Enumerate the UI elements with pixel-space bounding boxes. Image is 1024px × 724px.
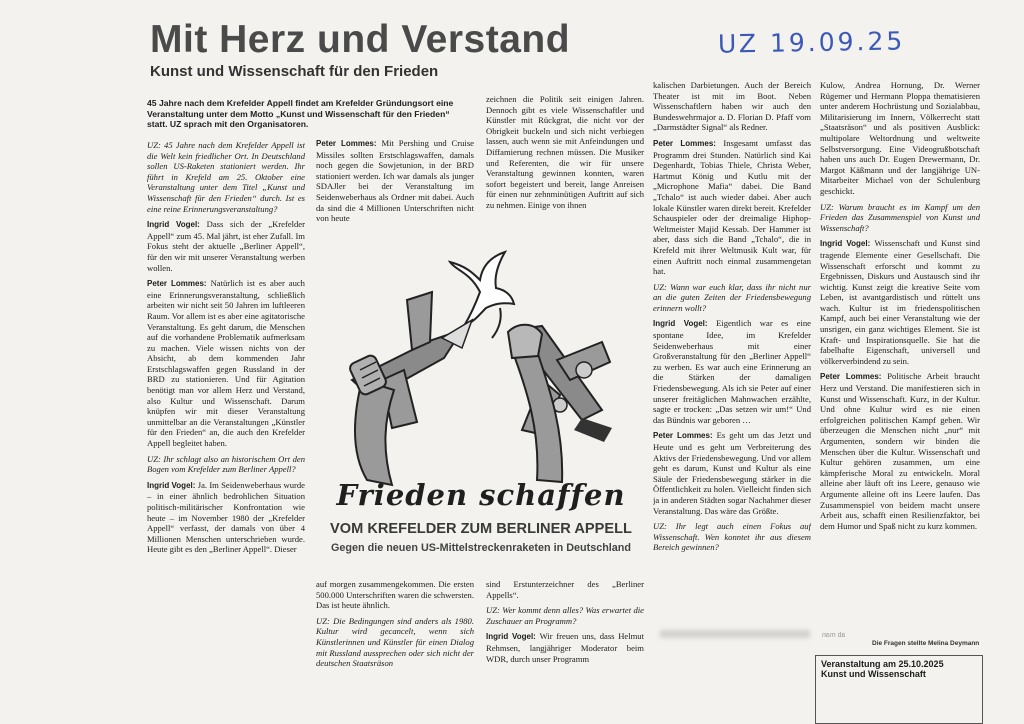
paragraph [147,219,305,273]
article-column-2-top [316,138,474,230]
interview-credit: Die Fragen stellte Melina Deymann [872,640,980,647]
paragraph [147,278,305,449]
event-date: Veranstaltung am 25.10.2025 [821,659,944,669]
paragraph-text: UZ: Warum braucht es im Kampf um den Frieden das Zusammenspiel von Kunst und Wissenschaft? [820,201,980,233]
paragraph [653,318,811,425]
intro-paragraph: 45 Jahre nach dem Krefelder Appell findet am Krefelder Gründungsort eine Veranstaltung unter dem Motto „Kunst und Wissenschaft für den Frieden“ statt. UZ sprach mit den Organisatoren. [147,98,454,130]
paragraph [820,80,980,197]
event-info-box [815,655,983,724]
paragraph [316,579,474,611]
paragraph [653,282,811,314]
paragraph-text: kalischen Darbietungen. Auch der Bereich Theater ist mit im Boot. Neben Wissenschaftlern haben wir auch den Bundeswehrmajor a. D. Florian D. Pfaff vom „Darmstädter Signal“ als Redner. [653,80,811,133]
paragraph-text: UZ: Wann war euch klar, dass ihr nicht nur an die guten Zeiten der Friedensbewegung erinnern wollt? [653,281,811,313]
paragraph [653,138,811,277]
paragraph-text: UZ: Wer kommt denn alles? Was erwartet die Zuschauer an Programm? [486,605,644,626]
speaker-name: Ingrid Vogel: [653,319,717,329]
speaker-name: Peter Lommes: [820,372,888,382]
poster-banner: VOM KREFELDER ZUM BERLINER APPELL [330,521,632,537]
paragraph-text: UZ: 45 Jahre nach dem Krefelder Appell ist die Welt kein friedlicher Ort. In Deutschland sollen US-Raketen stationiert werden. Ihr führt in Krefeld am 25. Oktober eine Veranstaltung unter dem Titel „Kunst und Wissenschaft für den Frieden“ durch. Ist es eine reine Erinnerungsveranstaltung? [147,140,305,214]
paragraph [653,430,811,516]
article-column-5 [820,80,980,630]
poster-banner-subtitle: Gegen die neuen US-Mittelstreckenraketen in Deutschland [331,542,631,554]
speaker-name: Peter Lommes: [653,138,724,148]
paragraph-text: UZ: Ihr legt auch einen Fokus auf Wissenschaft. Wen konntet ihr aus diesem Bereich gewinnen? [653,521,811,553]
scan-smudge [660,630,810,638]
article-column-2-bottom [316,579,474,724]
paragraph-text: Wir freuen uns, dass Helmut Rehmsen, langjähriger Moderator beim WDR, durch unser Programm [486,631,644,664]
paragraph [820,371,980,531]
paragraph [316,138,474,224]
article-column-3-bottom [486,579,644,724]
paragraph-text: Eigentlich war es eine spontane Idee, im Krefelder Seidenweberhaus mit einer Großveranstaltung für den „Berliner Appell“ zu werben. Es war auch eine Erinnerung an die Stärken der damaligen Friedensbewegung. Als ich sie Peter auf einer unserer freitäglichen Mahnwachen erzählte, sagte er trocken: „Das setzen wir um!“ Und das Bündnis war geboren … [653,318,811,425]
paragraph [316,616,474,669]
speaker-name: Ingrid Vogel: [147,220,207,230]
paragraph-text: Mit Pershing und Cruise Missiles sollten Erstschlagswaffen, damals noch gegen die Sowjetunion, in der BRD stationiert werden. Ich war damals als junger SDAJler bei der Veranstaltung im Seidenweberhaus als Ordner mit dabei. Auch da sind die 4 Millionen Unterschriften nicht von heute [316,138,474,224]
paragraph [486,579,644,600]
paragraph-text: Es geht um das Jetzt und Heute und es geht um Verbreiterung des Aktivs der Friedensbewegung. Und vor allem geht es darum, Kunst und Kultur als eine Säule der Friedensbewegung stärker in die Öffentlichkeit zu holen. Vielleicht finden sich ja in anderen Städten sogar Nachahmer dieser Veranstaltung. Das wäre das Größte. [653,430,811,516]
poster-slogan: Frieden schaffen [336,478,626,512]
paragraph-text: Kulow, Andrea Hornung, Dr. Werner Rügemer und Hermann Ploppa thematisieren unter anderem Hochrüstung und Sozialabbau, Militarisierung im Innern, Völkerrecht statt „Staatsräson“ und als positiven Ausblick: multipolare Weltordnung und weltweite Selbstversorgung. Eine Videogrußbotschaft haben uns auch Dr. Eugen Drewermann, Dr. Margot Käßmann und der langjährige UN-Mitarbeiter Michael von der Schulenburg geschickt. [820,80,980,196]
paragraph [147,140,305,214]
paragraph: zeichnen die Politik seit einigen Jahren. Dennoch gibt es viele Wissenschaftler und Künstler mit Rückgrat, die nicht vor der Obrigkeit buckeln und sich nicht verbiegen lassen, auch wenn sie mit Anfeindungen und Diffamierung rechnen müssen. Die Musiker und Referenten, die wir für unsere Veranstaltung gewinnen konnten, waren sofort begeistert und bereit, lange Anreisen für einen nur zehnminütigen Auftritt auf sich zu nehmen. Einige von ihnen [486,94,644,210]
dove-icon [450,252,514,338]
paragraph-text: Wissenschaft und Kunst sind tragende Elemente einer Gesellschaft. Die Wissenschaft erforscht und kommt zu Ergebnissen, Diskurs und Austausch sind ihr wichtig. Kunst zeigt die kreative Seite vom Leben, ist avantgardistisch und rüttelt uns wach. Kultur ist im friedenspolitischen Kampf, auch bei einer Veranstaltung wie der unsrigen, ein ganz wichtiges Element. Sie ist Kraft- und Inspirationsquelle. Sie hat die fabelhafte Eigenschaft, universell und völkerverbindend zu sein. [820,238,980,366]
speaker-name: Ingrid Vogel: [820,239,875,249]
paragraph [486,605,644,626]
paragraph-text: Natürlich ist es aber auch eine Erinnerungsveranstaltung, schließlich arbeiten wir nicht seit 50 Jahren im luftleeren Raum. Vor allem ist es aber eine agitatorische Veranstaltung. Es geht darum, die Menschen auf die vorhandene Problematik aufmerksam zu machen. Viele wissen nichts von der Absicht, ab dem kommenden Jahr Erstschlagswaffen gegen Russland in der BRD zu stationieren. Und für Agitation benötigt man vor allem Herz und Verstand, also Kultur und Wissenschaft. Darum knüpfen wir mit dieser Veranstaltung unmittelbar an die Veranstaltungen „Künstler für den Frieden“ an, die auch den Krefelder Appell begleitet haben. [147,278,305,449]
article-column-3-top [486,94,644,230]
paragraph-text: Ja. Im Seidenweberhaus wurde – in einer ähnlich bedrohlichen Situation politisch-militärischer Konfrontation wie heute – im November 1980 der „Krefelder Appell“ verfasst, der damals von über 4 Millionen Menschen unterschrieben wurde. Heute gibt es den „Berliner Appell“. Dieser [147,479,305,555]
paragraph-text: auf morgen zusammengekommen. Die ersten 500.000 Unterschriften waren die schwersten. Das ist heute ähnlich. [316,579,474,611]
paragraph-text: Insgesamt umfasst das Programm drei Stunden. Natürlich sind Kai Degenhardt, Tobias Thiele, Christa Weber, Hartmut König und Kutlu mit der „Microphone Mafia“ dabei. Die Band „Tchalo“ ist auch wieder dabei. Aber auch lokale Künstler waren direkt bereit. Krefelder Schauspieler oder der dreimalige Hiphop-Weltmeister Majid Kessab. Der Hammer ist aber, dass sich die Band „Tchalo“, die in Krefeld mit ihrer Weltmusik Kult war, für einen Auftritt noch einmal zusammengetan hat. [653,137,811,277]
paragraph-text: sind Erstunterzeichner des „Berliner Appells“. [486,579,644,600]
handwritten-date-stamp: UZ 19.09.25 [717,26,906,59]
paragraph [653,80,811,133]
event-title: Kunst und Wissenschaft [821,669,926,679]
paragraph [820,238,980,366]
paragraph [820,202,980,234]
subheadline: Kunst und Wissenschaft für den Frieden [150,63,439,80]
headline: Mit Herz und Verstand [150,18,571,61]
article-column-1 [147,140,305,724]
paragraph [147,454,305,475]
paragraph-text: Dass sich der „Krefelder Appell“ zum 45. Mal jährt, ist eher Zufall. Im Fokus steht der aktuelle „Berliner Appell“, für den wir mit unserer Veranstaltung werben wollen. [147,219,305,273]
speaker-name: Peter Lommes: [147,279,211,289]
paragraph-text: UZ: Ihr schlagt also an historischem Ort den Bogen vom Krefelder zum Berliner Appell? [147,453,305,475]
paragraph-text: Politische Arbeit braucht Herz und Verstand. Die manifestieren sich in Kunst und Wissenschaft. Kurz, in der Kultur. Und ohne Kultur wird es nie einen erfolgreichen politischen Kampf geben. Wir überzeugen die Menschen nicht „nur“ mit Argumenten, sondern wir binden die Menschen über die Kultur. Wissenschaft und Kultur gehören zusammen, um eine kämpferische Moral zu entwickeln. Moral alleine aber läuft oft ins Leere, genauso wie Argumente alleine oft ins Leere laufen. Das Zusammenspiel von beidem macht unsere Arbeit aus, schafft einen Resilienzfaktor, bei dem Humor und Spaß nicht zu kurz kommen. [820,371,980,531]
mirrored-bleedthrough-text: ab man [822,632,846,639]
paragraph [653,521,811,553]
speaker-name: Ingrid Vogel: [486,632,540,642]
speaker-name: Peter Lommes: [316,139,382,148]
paragraph [147,480,305,555]
article-column-4 [653,80,811,680]
paragraph-text: UZ: Die Bedingungen sind anders als 1980. Kultur wird gecancelt, wenn sich Künstlerinnen und Künstler für einen Dialog mit Russland aussprechen oder sich nicht der deutschen Staatsräson [316,615,474,669]
paragraph [486,631,644,664]
speaker-name: Peter Lommes: [653,431,717,441]
speaker-name: Ingrid Vogel: [147,480,198,490]
